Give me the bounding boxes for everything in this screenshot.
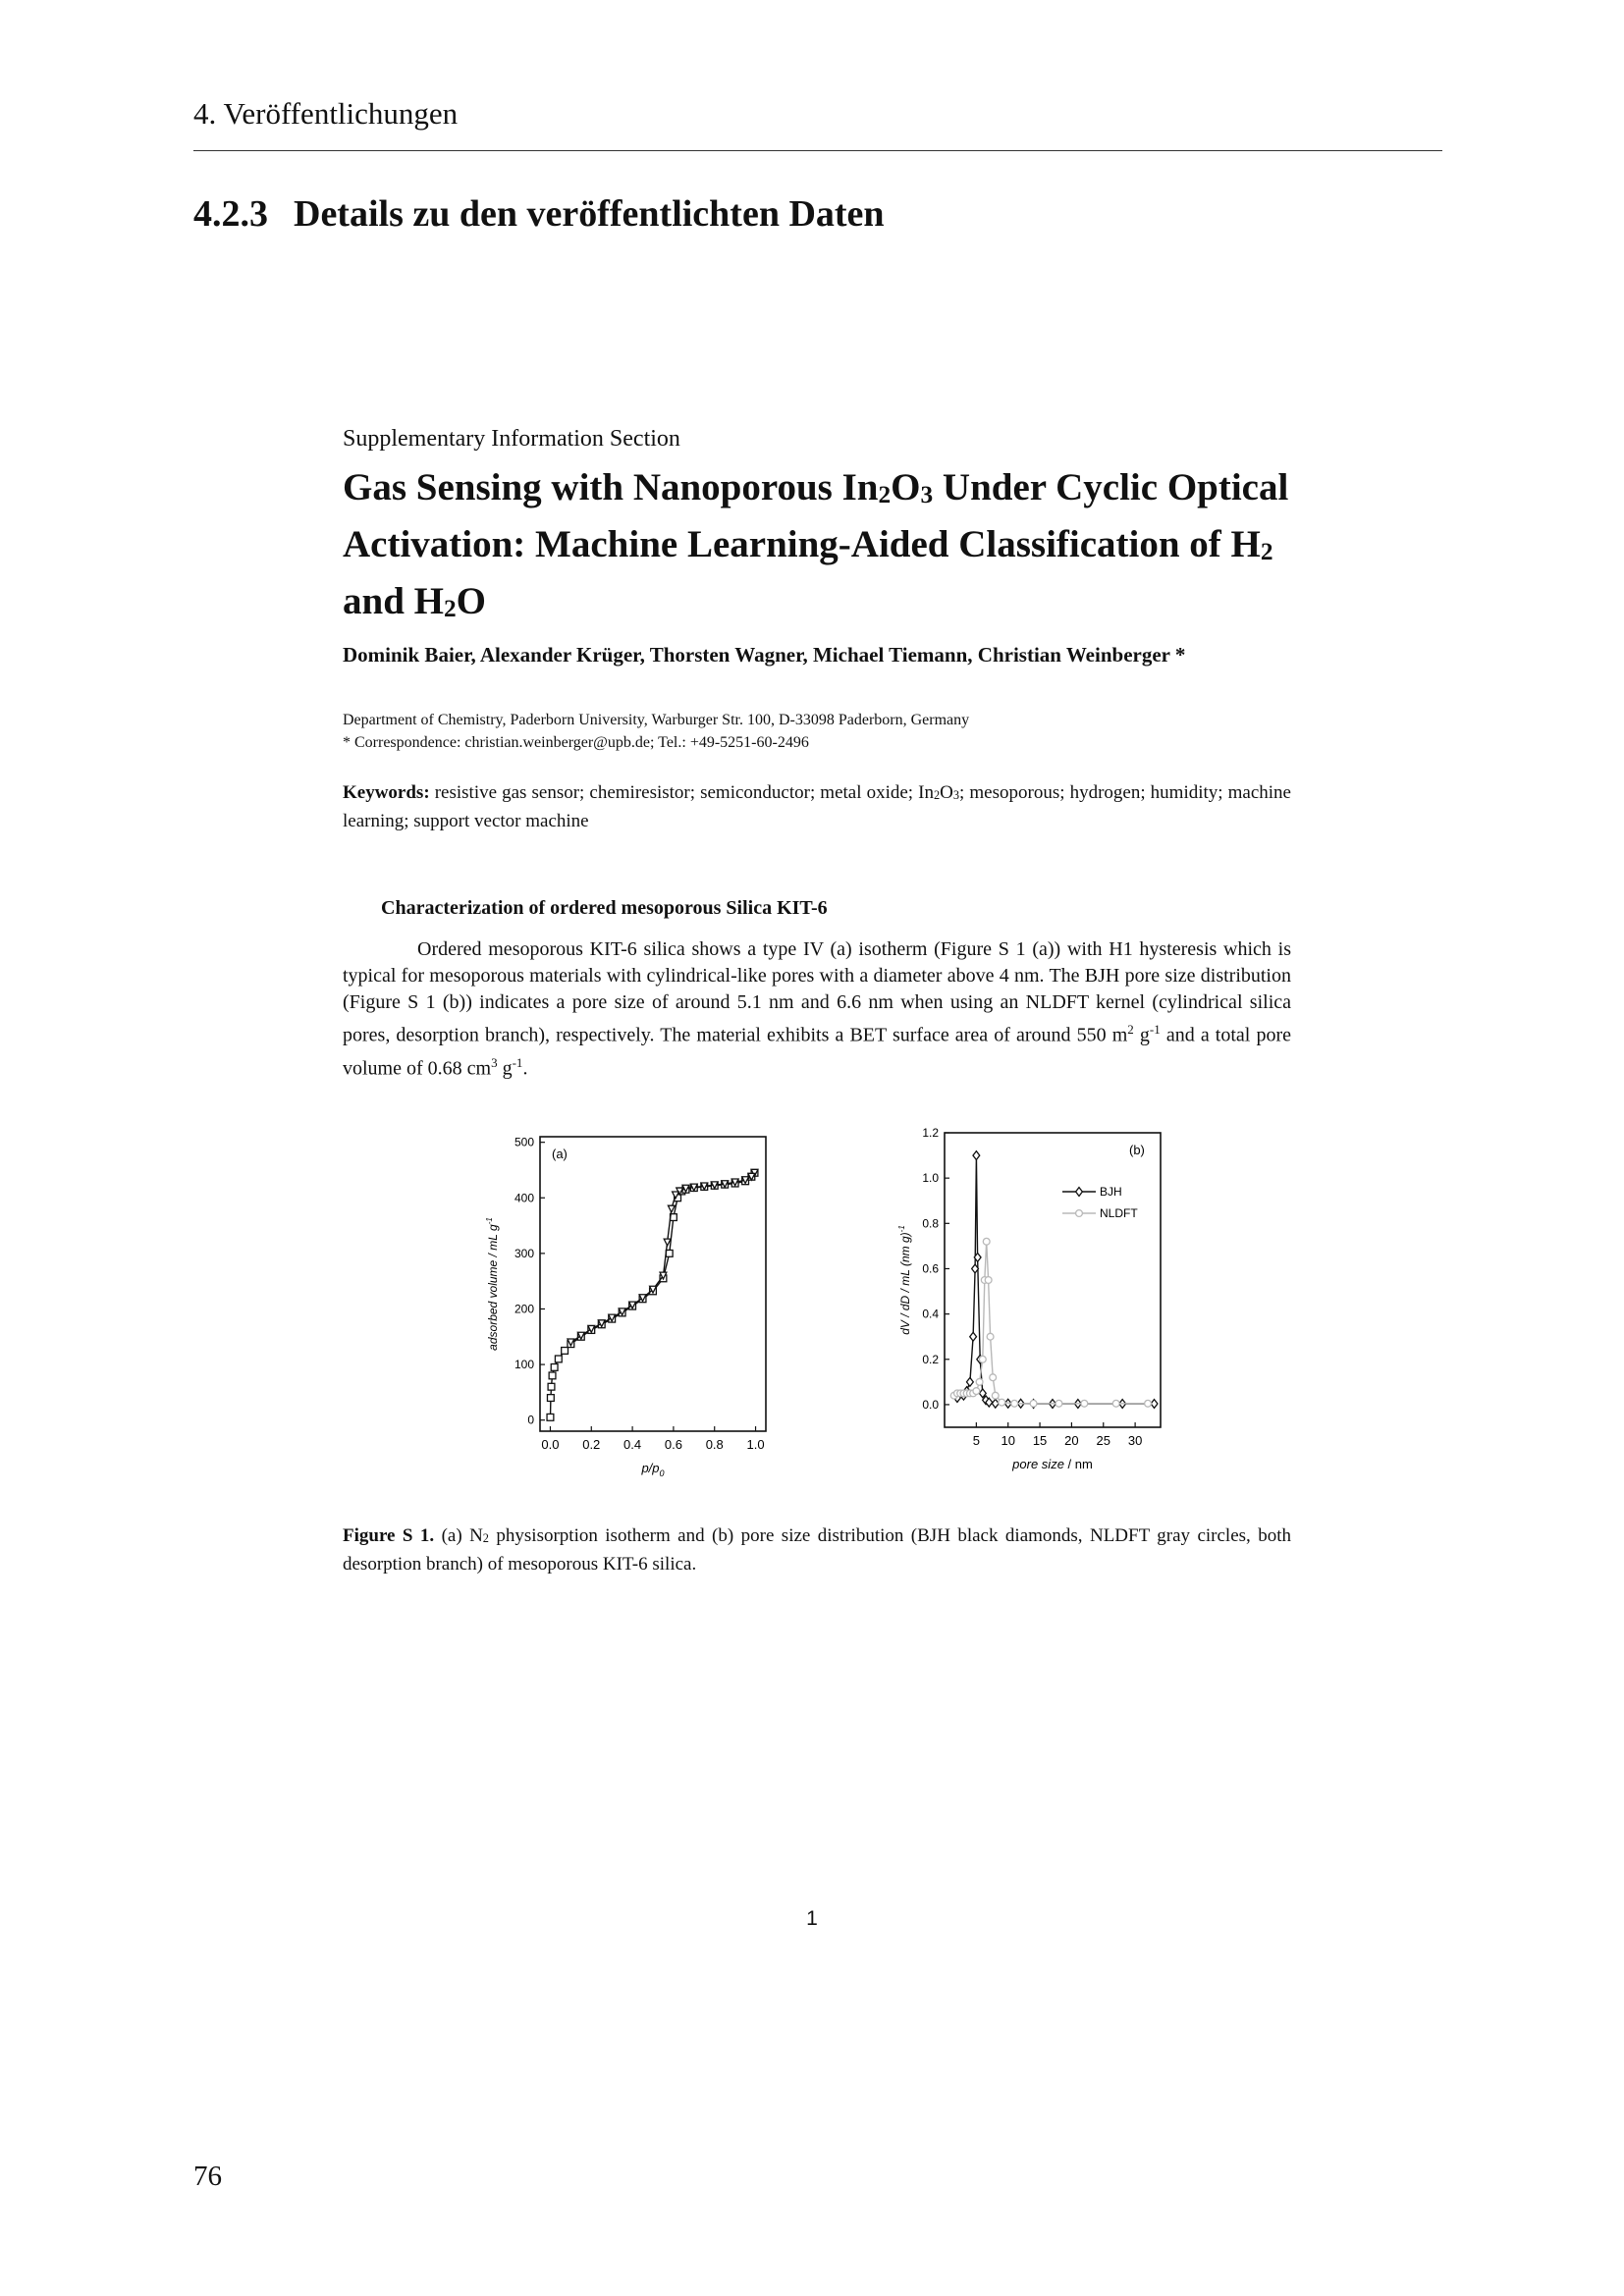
si-label: Supplementary Information Section xyxy=(343,426,680,452)
y-tick-label: 500 xyxy=(514,1135,534,1149)
y-tick-label: 0.8 xyxy=(922,1216,939,1231)
section-title: Details zu den veröffentlichten Daten xyxy=(294,193,885,235)
keywords-sub: 3 xyxy=(952,788,960,803)
x-tick-label: 0.0 xyxy=(541,1437,560,1452)
y-tick-label: 0.6 xyxy=(922,1261,939,1276)
title-sub: 2 xyxy=(443,595,457,623)
data-point-NLDFT xyxy=(985,1277,992,1284)
correspondence: * Correspondence: christian.weinberger@upb.de; Tel.: +49-5251-60-2496 xyxy=(343,734,809,751)
title-sub: 2 xyxy=(1260,538,1273,566)
x-tick-label: 0.4 xyxy=(623,1437,642,1452)
caption-label: Figure S 1. xyxy=(343,1525,435,1546)
data-point-NLDFT xyxy=(1056,1400,1062,1407)
affiliation-block xyxy=(343,709,969,754)
keywords-sub: 2 xyxy=(933,788,941,803)
data-point-BJH xyxy=(992,1399,999,1408)
figure-caption xyxy=(343,1522,1291,1577)
x-tick-label: 5 xyxy=(972,1433,980,1448)
x-tick-label: 0.2 xyxy=(582,1437,601,1452)
x-tick-label: 10 xyxy=(1001,1433,1015,1448)
y-tick-label: 0.4 xyxy=(922,1307,939,1321)
data-point-BJH xyxy=(1151,1400,1158,1409)
data-point-NLDFT xyxy=(992,1392,999,1399)
y-tick-label: 1.2 xyxy=(922,1126,939,1140)
y-tick-label: 0 xyxy=(527,1413,534,1427)
data-point-NLDFT xyxy=(973,1388,980,1395)
y-tick-label: 200 xyxy=(514,1302,534,1316)
section-number: 4.2.3 xyxy=(193,193,268,235)
running-header: 4. Veröffentlichungen xyxy=(193,96,459,131)
y-tick-label: 400 xyxy=(514,1191,534,1205)
keywords-label: Keywords: xyxy=(343,782,430,803)
data-point-NLDFT xyxy=(983,1238,990,1245)
keywords-text: O xyxy=(940,782,953,803)
data-point-NLDFT xyxy=(990,1374,997,1381)
header-rule xyxy=(193,150,1442,151)
data-point-BJH xyxy=(970,1332,977,1341)
affiliation: Department of Chemistry, Paderborn University, Warburger Str. 100, D-33098 Paderborn, Germany xyxy=(343,712,970,728)
data-point-adsorption xyxy=(547,1395,554,1402)
x-tick-label: 0.8 xyxy=(705,1437,724,1452)
data-point-BJH xyxy=(966,1377,973,1386)
caption-text: physisorption isotherm and (b) pore size distribution (BJH black diamonds, NLDFT gray circles, both desorption branch) of mesoporous KIT-6 silica. xyxy=(343,1525,1291,1575)
inner-page-number: 1 xyxy=(806,1907,818,1930)
x-axis-label xyxy=(1011,1457,1093,1471)
page-number: 76 xyxy=(193,2161,222,2192)
data-point-adsorption xyxy=(562,1348,568,1355)
title-sub: 3 xyxy=(920,481,934,509)
x-axis-label-text: p/p xyxy=(641,1461,660,1475)
x-tick-label: 25 xyxy=(1096,1433,1110,1448)
data-point-NLDFT xyxy=(1011,1400,1018,1407)
y-tick-label: 100 xyxy=(514,1358,534,1372)
data-point-adsorption xyxy=(549,1372,556,1379)
x-axis-label-unit: / nm xyxy=(1063,1457,1093,1471)
data-point-NLDFT xyxy=(1081,1400,1088,1407)
caption-sub: 2 xyxy=(482,1531,489,1546)
x-axis-label-text: pore size xyxy=(1012,1457,1064,1471)
data-point-adsorption xyxy=(548,1383,555,1390)
data-point-NLDFT xyxy=(979,1356,986,1362)
legend-marker-BJH xyxy=(1076,1188,1083,1197)
para-sup: -1 xyxy=(1149,1022,1161,1037)
title-text: O xyxy=(891,466,921,508)
legend-label-BJH: BJH xyxy=(1100,1185,1122,1199)
y-tick-label: 0.0 xyxy=(922,1397,939,1412)
x-axis-label xyxy=(640,1461,664,1478)
keywords-text: ; mesoporous; hydrogen; humidity; machine learning; support vector machine xyxy=(343,782,1291,831)
para-text: g xyxy=(497,1057,513,1080)
y-axis-label xyxy=(897,1225,912,1335)
y-axis-label-sup: -1 xyxy=(485,1217,494,1225)
para-text: Ordered mesoporous KIT-6 silica shows a type IV (a) isotherm (Figure S 1 (a)) with H1 hysteresis which is typical for mesoporous materials with cylindrical-like pores with a diameter above 4 nm. The BJH pore size distribution (Figure S 1 (b)) indicates a pore size of around 5.1 nm and 6.6 nm when using an NLDFT kernel (cylindrical silica pores, desorption branch), respectively. The material exhibits a BET surface area of around 550 m xyxy=(343,938,1291,1046)
para-text: g xyxy=(1133,1024,1150,1046)
x-tick-label: 20 xyxy=(1064,1433,1079,1448)
x-tick-label: 30 xyxy=(1127,1433,1143,1448)
x-tick-label: 0.6 xyxy=(664,1437,682,1452)
para-text: . xyxy=(522,1057,528,1080)
para-sup: -1 xyxy=(512,1054,523,1070)
title-text: Under Cyclic Optical Activation: Machine Learning-Aided Classification of H xyxy=(343,466,1289,565)
x-axis-label-sub: 0 xyxy=(659,1468,665,1478)
data-point-NLDFT xyxy=(1145,1400,1152,1407)
panel-label: (b) xyxy=(1129,1143,1145,1157)
data-point-NLDFT xyxy=(987,1333,994,1340)
data-point-NLDFT xyxy=(1112,1400,1119,1407)
author-list: Dominik Baier, Alexander Krüger, Thorsten Wagner, Michael Tiemann, Christian Weinberger * xyxy=(343,643,1186,667)
caption-text: (a) N xyxy=(434,1525,483,1546)
title-text: Gas Sensing with Nanoporous In xyxy=(343,466,879,508)
series-line-NLDFT xyxy=(954,1242,1148,1404)
keywords xyxy=(343,779,1291,835)
y-tick-label: 1.0 xyxy=(922,1171,939,1186)
data-point-NLDFT xyxy=(976,1378,983,1385)
data-point-NLDFT xyxy=(999,1399,1005,1406)
y-tick-label: 0.2 xyxy=(922,1352,939,1366)
keywords-text: resistive gas sensor; chemiresistor; semiconductor; metal oxide; In xyxy=(429,782,934,803)
data-point-NLDFT xyxy=(1030,1400,1037,1407)
pore-size-chart xyxy=(895,1119,1170,1492)
data-point-adsorption xyxy=(555,1356,562,1362)
data-point-adsorption xyxy=(551,1364,558,1371)
data-point-adsorption xyxy=(547,1414,554,1420)
y-axis-label-text: dV / dD / mL (nm g) xyxy=(898,1232,912,1335)
y-axis-label-sup: -1 xyxy=(897,1225,906,1233)
y-axis-label xyxy=(485,1217,500,1351)
isotherm-chart xyxy=(481,1119,776,1492)
body-paragraph xyxy=(343,936,1291,1082)
series-line-desorption xyxy=(570,1173,754,1343)
title-sub: 2 xyxy=(878,481,892,509)
data-point-adsorption xyxy=(666,1250,673,1256)
x-tick-label: 1.0 xyxy=(746,1437,765,1452)
title-text: O xyxy=(456,580,486,622)
title-text: and H xyxy=(343,580,444,622)
data-point-desorption xyxy=(668,1205,675,1212)
data-point-desorption xyxy=(664,1239,671,1246)
data-point-BJH xyxy=(973,1151,980,1160)
y-tick-label: 300 xyxy=(514,1246,534,1260)
para-sup: 2 xyxy=(1127,1022,1134,1037)
subsection-title: Characterization of ordered mesoporous Silica KIT-6 xyxy=(381,897,828,919)
legend-marker-NLDFT xyxy=(1076,1210,1083,1217)
paper-title xyxy=(343,461,1325,632)
para-text: and a total pore volume of 0.68 cm xyxy=(343,1024,1291,1080)
section-heading xyxy=(193,192,885,236)
x-tick-label: 15 xyxy=(1032,1433,1048,1448)
panel-label: (a) xyxy=(552,1147,568,1161)
y-axis-label-text: adsorbed volume / mL g xyxy=(486,1224,500,1351)
legend-label-NLDFT: NLDFT xyxy=(1100,1206,1138,1220)
para-sup: 3 xyxy=(491,1054,498,1070)
